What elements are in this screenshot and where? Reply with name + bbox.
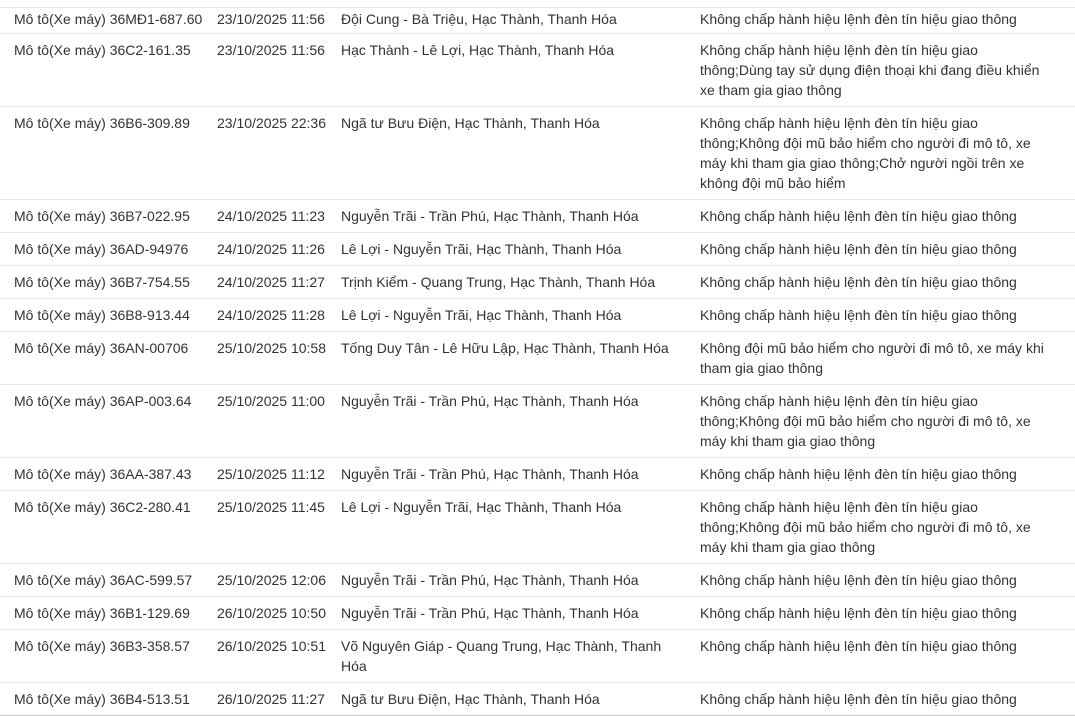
violation-row bbox=[0, 630, 1075, 683]
violation-cell: Không chấp hành hiệu lệnh đèn tín hiệu giao thông bbox=[700, 266, 1075, 299]
datetime-cell: 23/10/2025 11:56 bbox=[217, 11, 325, 27]
violation-cell: Không chấp hành hiệu lệnh đèn tín hiệu giao thông;Dùng tay sử dụng điện thoại khi đang điều khiển xe tham gia giao thông bbox=[700, 34, 1075, 107]
location-cell: Võ Nguyên Giáp - Quang Trung, Hạc Thành, Thanh Hóa bbox=[341, 630, 700, 683]
violation-row bbox=[0, 200, 1075, 233]
location-cell: Lê Lợi - Nguyễn Trãi, Hạc Thành, Thanh Hóa bbox=[341, 491, 700, 564]
location-cell: Nguyễn Trãi - Trần Phú, Hạc Thành, Thanh Hóa bbox=[341, 564, 700, 597]
violation-cell: Không chấp hành hiệu lệnh đèn tín hiệu giao thông bbox=[700, 233, 1075, 266]
datetime-cell: 23/10/2025 22:36 bbox=[217, 107, 341, 200]
vehicle-plate-cell: Mô tô(Xe máy) 36B8-913.44 bbox=[0, 299, 217, 332]
vehicle-plate-cell: Mô tô(Xe máy) 36AA-387.43 bbox=[0, 458, 217, 491]
violation-cell: Không chấp hành hiệu lệnh đèn tín hiệu giao thông bbox=[700, 683, 1075, 716]
vehicle-plate-cell: Mô tô(Xe máy) 36B4-513.51 bbox=[0, 683, 217, 716]
vehicle-plate-cell: Mô tô(Xe máy) 36B6-309.89 bbox=[0, 107, 217, 200]
vehicle-plate-cell: Mô tô(Xe máy) 36C2-161.35 bbox=[0, 34, 217, 107]
datetime-cell: 24/10/2025 11:23 bbox=[217, 200, 341, 233]
violation-cell: Không chấp hành hiệu lệnh đèn tín hiệu giao thông;Không đội mũ bảo hiểm cho người đi mô tô, xe máy khi tham gia giao thông;Chở người ngồi trên xe không đội mũ bảo hiểm bbox=[700, 107, 1075, 200]
violation-cell: Không chấp hành hiệu lệnh đèn tín hiệu giao thông;Không đội mũ bảo hiểm cho người đi mô tô, xe máy khi tham gia giao thông bbox=[700, 491, 1075, 564]
datetime-cell: 24/10/2025 11:28 bbox=[217, 299, 341, 332]
datetime-cell: 25/10/2025 11:12 bbox=[217, 458, 341, 491]
vehicle-plate-cell: Mô tô(Xe máy) 36AC-599.57 bbox=[0, 564, 217, 597]
vehicle-plate-cell: Mô tô(Xe máy) 36AD-94976 bbox=[0, 233, 217, 266]
violation-cell: Không chấp hành hiệu lệnh đèn tín hiệu giao thông bbox=[700, 458, 1075, 491]
location-cell: Lê Lợi - Nguyễn Trãi, Hạc Thành, Thanh Hóa bbox=[341, 299, 700, 332]
location-cell: Nguyễn Trãi - Trần Phú, Hạc Thành, Thanh Hóa bbox=[341, 385, 700, 458]
location-cell: Nguyễn Trãi - Trần Phú, Hạc Thành, Thanh Hóa bbox=[341, 200, 700, 233]
location-cell: Tống Duy Tân - Lê Hữu Lập, Hạc Thành, Thanh Hóa bbox=[341, 332, 700, 385]
violation-row bbox=[0, 385, 1075, 458]
vehicle-plate-cell: Mô tô(Xe máy) 36AP-003.64 bbox=[0, 385, 217, 458]
datetime-cell: 25/10/2025 11:45 bbox=[217, 491, 341, 564]
location-cell: Ngã tư Bưu Điện, Hạc Thành, Thanh Hóa bbox=[341, 683, 700, 716]
violation-cell: Không đội mũ bảo hiểm cho người đi mô tô, xe máy khi tham gia giao thông bbox=[700, 332, 1075, 385]
datetime-cell: 25/10/2025 12:06 bbox=[217, 564, 341, 597]
violation-cell: Không chấp hành hiệu lệnh đèn tín hiệu giao thông bbox=[700, 564, 1075, 597]
violation-cell: Không chấp hành hiệu lệnh đèn tín hiệu giao thông;Không đội mũ bảo hiểm cho người đi mô tô, xe máy khi tham gia giao thông bbox=[700, 385, 1075, 458]
datetime-cell: 26/10/2025 11:27 bbox=[217, 683, 341, 716]
violation-row bbox=[0, 491, 1075, 564]
datetime-cell: 23/10/2025 11:56 bbox=[217, 34, 341, 107]
violation-cell: Không chấp hành hiệu lệnh đèn tín hiệu giao thông bbox=[700, 200, 1075, 233]
location-cell: Trịnh Kiểm - Quang Trung, Hạc Thành, Thanh Hóa bbox=[341, 266, 700, 299]
violation-row bbox=[0, 458, 1075, 491]
datetime-cell: 24/10/2025 11:26 bbox=[217, 233, 341, 266]
datetime-cell: 25/10/2025 11:00 bbox=[217, 385, 341, 458]
violation-row bbox=[0, 266, 1075, 299]
vehicle-plate-cell: Mô tô(Xe máy) 36B7-754.55 bbox=[0, 266, 217, 299]
vehicle-plate-cell: Mô tô(Xe máy) 36B7-022.95 bbox=[0, 200, 217, 233]
violation-row bbox=[0, 34, 1075, 107]
violation-row bbox=[0, 107, 1075, 200]
violation-row bbox=[0, 233, 1075, 266]
vehicle-plate-cell: Mô tô(Xe máy) 36AN-00706 bbox=[0, 332, 217, 385]
violation-row bbox=[0, 597, 1075, 630]
location-cell: Hạc Thành - Lê Lợi, Hạc Thành, Thanh Hóa bbox=[341, 34, 700, 107]
datetime-cell: 25/10/2025 10:58 bbox=[217, 332, 341, 385]
violation-row bbox=[0, 332, 1075, 385]
violation-row bbox=[0, 299, 1075, 332]
vehicle-plate-cell: Mô tô(Xe máy) 36C2-280.41 bbox=[0, 491, 217, 564]
location-cell: Lê Lợi - Nguyễn Trãi, Hạc Thành, Thanh Hóa bbox=[341, 233, 700, 266]
vehicle-plate-cell: Mô tô(Xe máy) 36B3-358.57 bbox=[0, 630, 217, 683]
violation-row bbox=[0, 683, 1075, 716]
location-cell: Nguyễn Trãi - Trần Phú, Hạc Thành, Thanh Hóa bbox=[341, 597, 700, 630]
location-cell: Đội Cung - Bà Triệu, Hạc Thành, Thanh Hóa bbox=[341, 11, 617, 27]
location-cell: Nguyễn Trãi - Trần Phú, Hạc Thành, Thanh Hóa bbox=[341, 458, 700, 491]
datetime-cell: 24/10/2025 11:27 bbox=[217, 266, 341, 299]
vehicle-plate-cell: Mô tô(Xe máy) 36MĐ1-687.60 bbox=[14, 11, 203, 27]
violations-table bbox=[0, 7, 1075, 716]
violation-row bbox=[0, 8, 1075, 34]
violations-table-body bbox=[0, 8, 1075, 716]
vehicle-plate-cell: Mô tô(Xe máy) 36B1-129.69 bbox=[0, 597, 217, 630]
violation-cell: Không chấp hành hiệu lệnh đèn tín hiệu giao thông bbox=[700, 11, 1017, 27]
violations-table-container bbox=[0, 7, 1075, 716]
datetime-cell: 26/10/2025 10:50 bbox=[217, 597, 341, 630]
datetime-cell: 26/10/2025 10:51 bbox=[217, 630, 341, 683]
violation-cell: Không chấp hành hiệu lệnh đèn tín hiệu giao thông bbox=[700, 299, 1075, 332]
violation-cell: Không chấp hành hiệu lệnh đèn tín hiệu giao thông bbox=[700, 630, 1075, 683]
violation-row bbox=[0, 564, 1075, 597]
violation-cell: Không chấp hành hiệu lệnh đèn tín hiệu giao thông bbox=[700, 597, 1075, 630]
location-cell: Ngã tư Bưu Điện, Hạc Thành, Thanh Hóa bbox=[341, 107, 700, 200]
